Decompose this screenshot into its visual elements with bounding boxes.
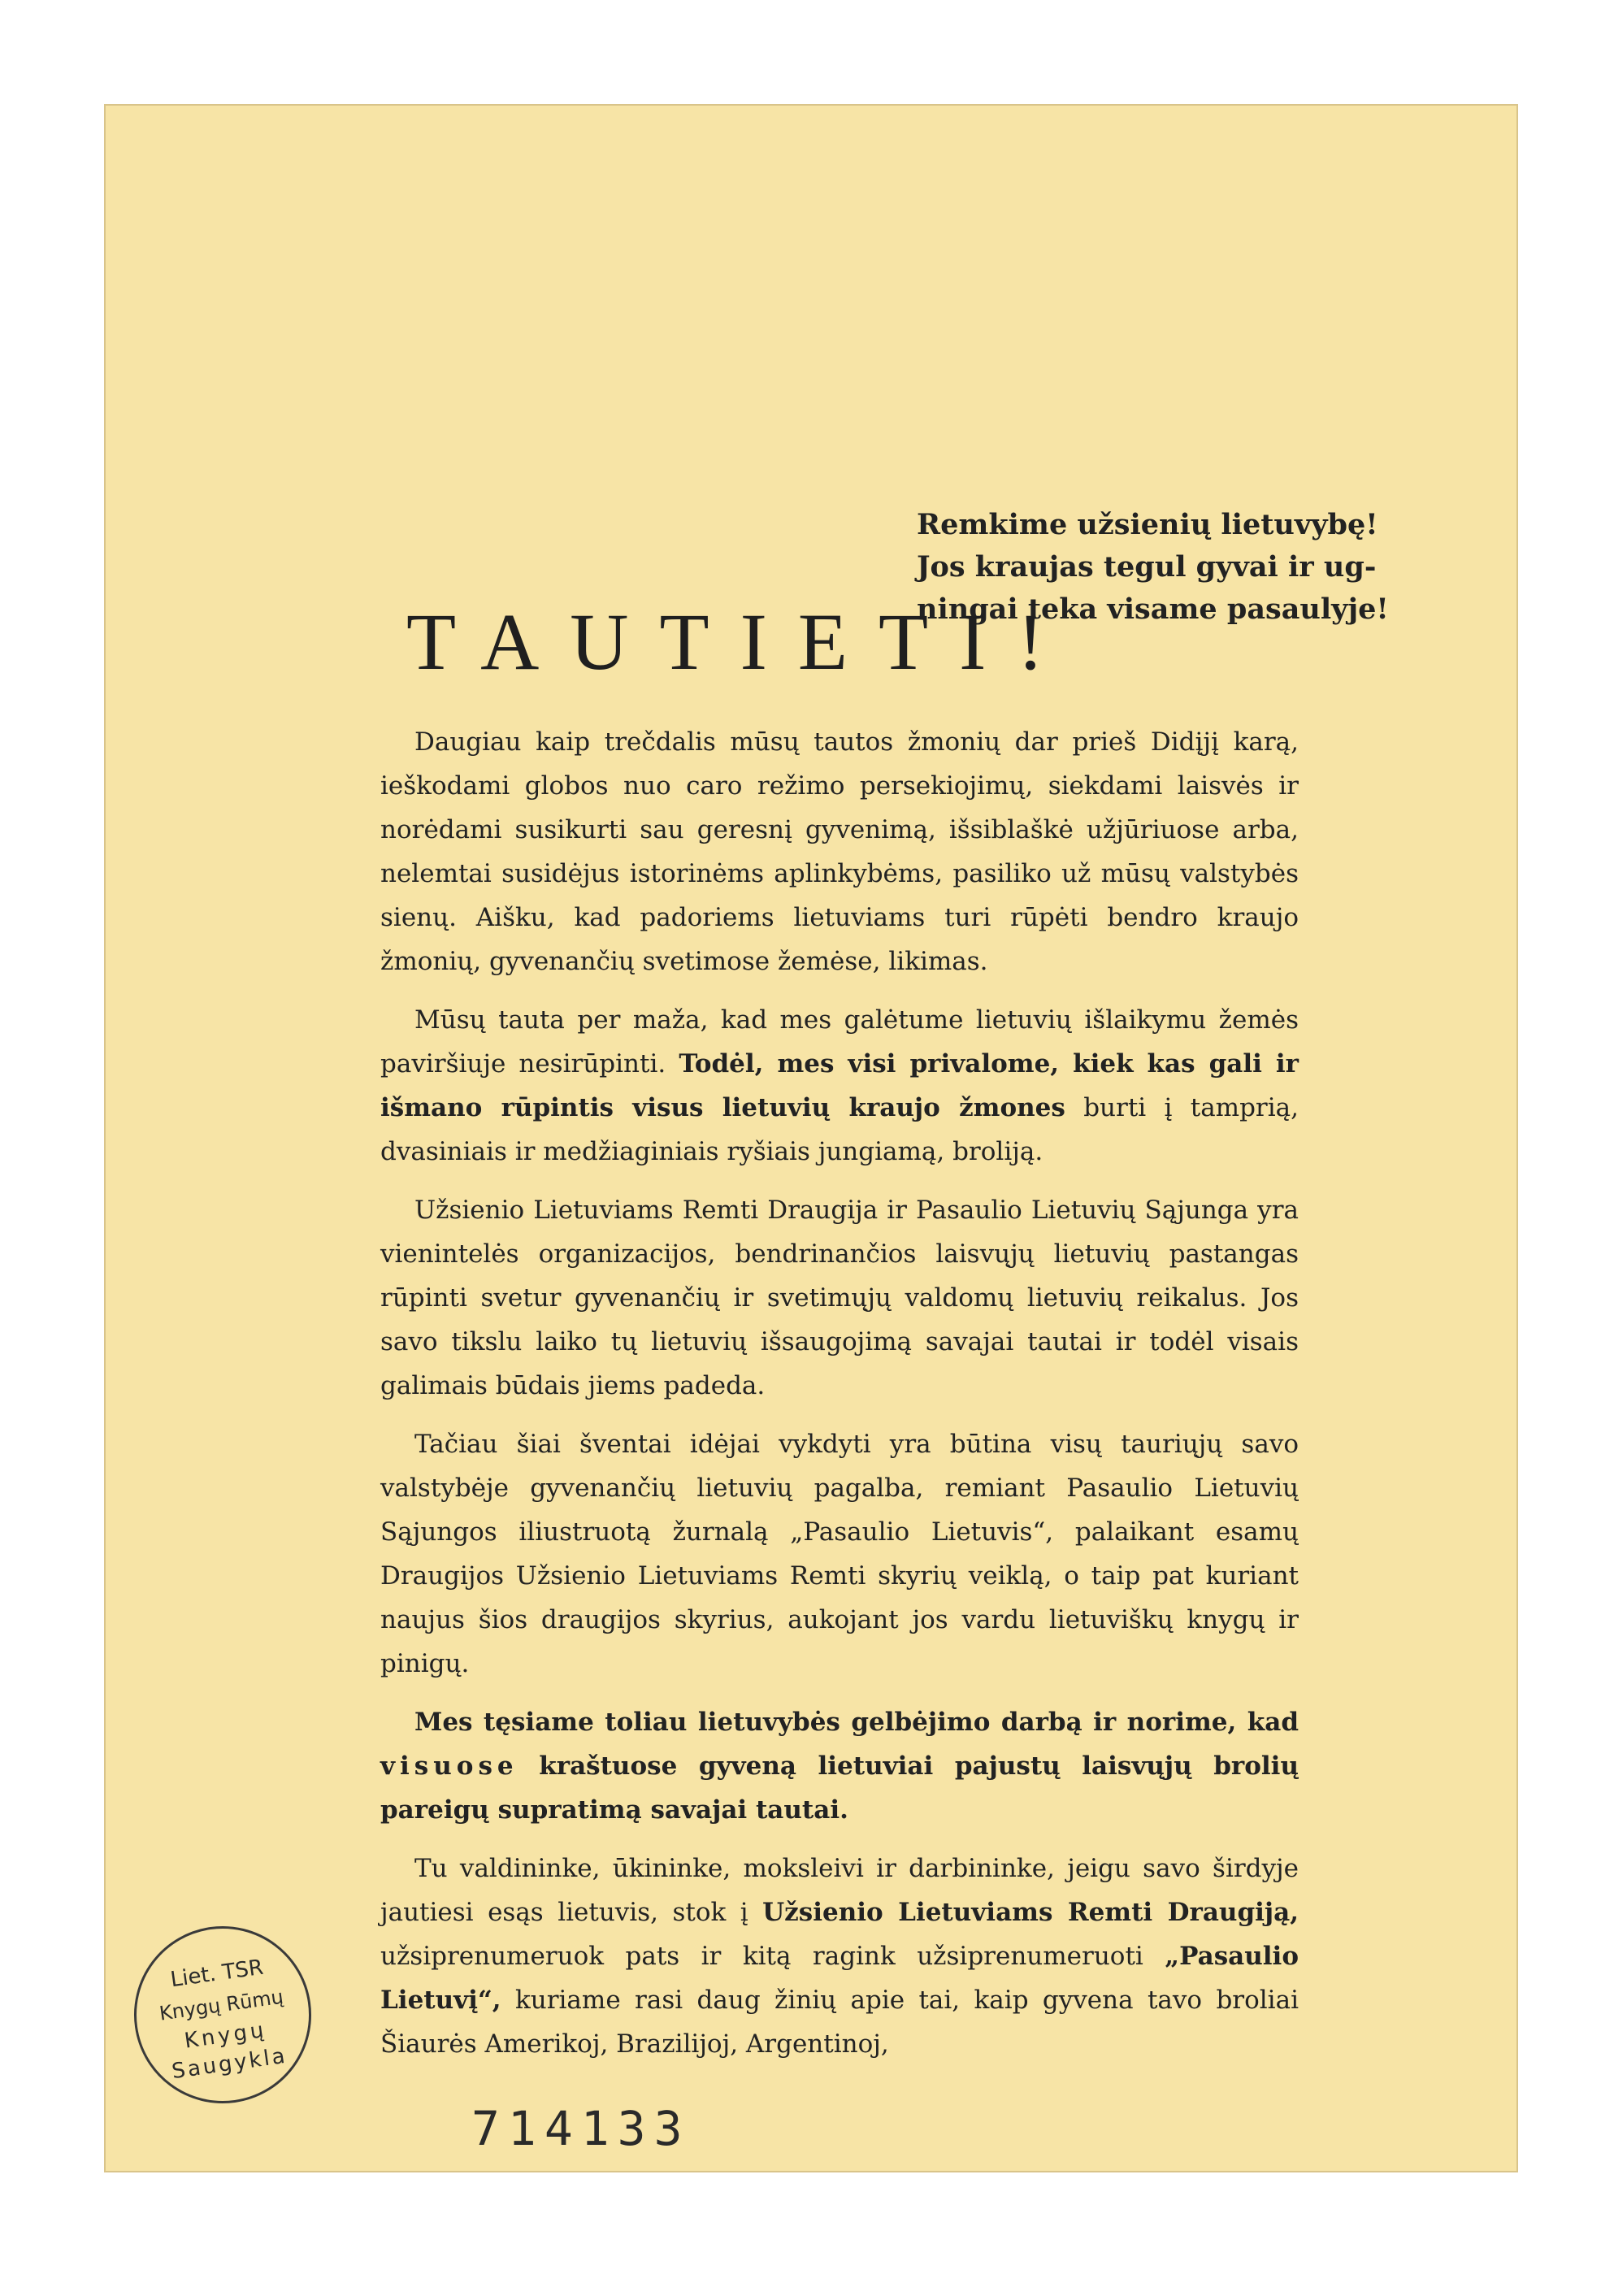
stamp-line-3: Knygų <box>183 2017 269 2054</box>
paragraph-1: Daugiau kaip trečdalis mūsų tautos žmonių dar prieš Didįjį karą, ieškodami globos nuo caro režimo persekiojimų, siekdami laisvės ir norėdami susikurti sau geresnį gyvenimą, išsiblaškė užjūriuose arba, nelemtai susidėjus istorinėms aplinkybėms, pasiliko už mūsų valstybės sienų. Aišku, kad padoriems lietuviams turi rūpėti bendro kraujo žmonių, gyvenančių svetimose žemėse, likimas. <box>380 727 1299 976</box>
stamp-line-4: Saugykla <box>170 2043 289 2085</box>
paragraph-6-bold-b: Užsienio Lietuviams Remti Draugiją, <box>762 1898 1299 1927</box>
paragraph-5 <box>380 1700 1299 1832</box>
paragraph-4: Tačiau šiai šventai idėjai vykdyti yra būtina visų tauriųjų savo valstybėje gyvenančių lietuvių pagalba, remiant Pasaulio Lietuvių Sąjungos iliustruotą žurnalą „Pasaulio Lietuvis“, palaikant esamų Draugijos Užsienio Lietuviams Remti skyrių veiklą, o taip pat kuriant naujus šios draugijos skyrius, aukojant jos vardu lietuviškų knygų ir pinigų. <box>380 1430 1299 1678</box>
paragraph-3: Užsienio Lietuviams Remti Draugija ir Pasaulio Lietuvių Sąjunga yra vienintelės organizacijos, bendrinančios laisvųjų lietuvių pastangas rūpinti svetur gyvenančių ir svetimųjų valdomų lietuvių reikalus. Jos savo tikslu laiko tų lietuvių išsaugojimą savajai tautai ir todėl visais galimais būdais jiems padeda. <box>380 1196 1299 1400</box>
paragraph-6-bold-d: „Pasaulio Lietuvį“, <box>380 1942 1299 2015</box>
stamp-line-1: Liet. TSR <box>168 1955 265 1993</box>
paragraph-5-spaced: visuose <box>380 1751 518 1781</box>
paragraph-6-part-a: Tu valdininke, ūkininke, moksleivi ir darbininke, jeigu savo širdyje jautiesi esąs lietuvis, stok į <box>380 1854 1299 1927</box>
body-text <box>380 720 1299 2081</box>
paragraph-6-part-e: kuriame rasi daug žinių apie tai, kaip gyvena tavo broliai Šiaurės Amerikoj, Brazilijoj, Argentinoj, <box>380 1986 1299 2059</box>
inventory-number: 714133 <box>471 2101 691 2156</box>
stamp-line-2: Knygų Rūmų <box>158 1985 285 2025</box>
paragraph-2-part-a: Mūsų tauta per maža, kad mes galėtume lietuvių išlaikymu žemės paviršiuje nesirūpinti. <box>380 1005 1299 1079</box>
paragraph-2-bold: Todėl, mes visi privalome, kiek kas gali ir išmano rūpintis visus lietuvių kraujo žmones <box>380 1049 1299 1122</box>
paragraph-5-bold-a: Mes tęsiame toliau lietuvybės gelbėjimo darbą ir norime, kad <box>414 1708 1299 1737</box>
motto-line-3: ningai teka visame pasaulyje! <box>917 592 1389 626</box>
paragraph-2 <box>380 998 1299 1174</box>
paragraph-6-part-c: užsiprenumeruok pats ir kitą ragink užsiprenumeruoti <box>380 1942 1143 1971</box>
motto-line-2: Jos kraujas tegul gyvai ir ug- <box>917 550 1377 584</box>
page-title: TAUTIETI! <box>406 597 1075 687</box>
paragraph-2-part-c: burti į tamprią, dvasiniais ir medžiaginiais ryšiais jungiamą, broliją. <box>380 1093 1299 1166</box>
paragraph-6 <box>380 1847 1299 2066</box>
motto-line-1: Remkime užsienių lietuvybę! <box>917 508 1378 541</box>
paragraph-5-bold-c: kraštuose gyveną lietuviai pajustų laisvųjų brolių pareigų supratimą savajai tautai. <box>380 1751 1299 1825</box>
